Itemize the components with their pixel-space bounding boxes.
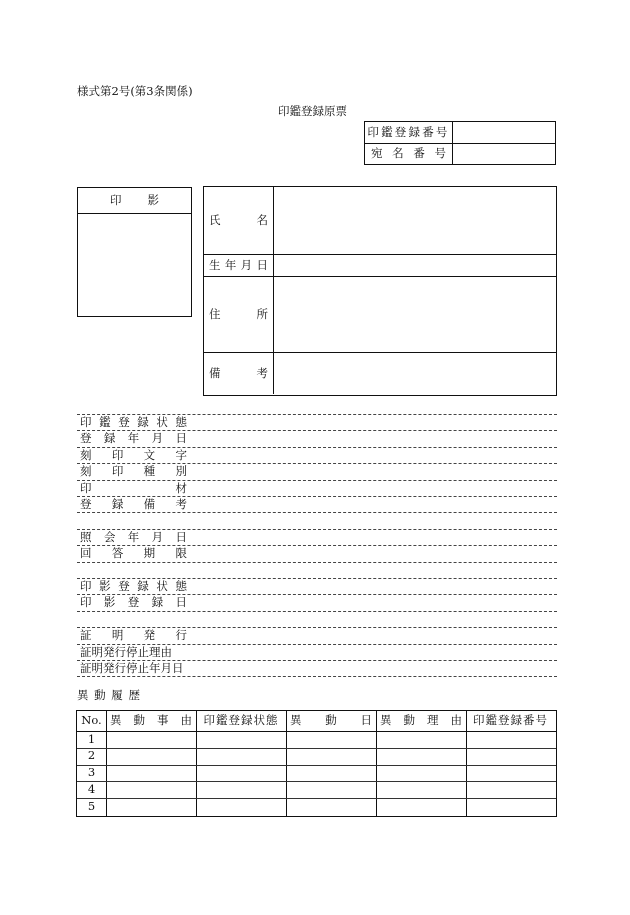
number-box xyxy=(364,121,556,165)
page-title: 印鑑登録原票 xyxy=(278,104,347,118)
record-row-label xyxy=(80,433,187,445)
dashed-divider xyxy=(77,676,557,677)
label-char: 日 xyxy=(175,431,187,446)
label-char: 発 xyxy=(103,644,115,659)
label-char: 登 xyxy=(80,431,92,446)
label-char: 鑑 xyxy=(99,415,111,429)
history-header-cell xyxy=(196,711,286,731)
dashed-divider xyxy=(77,594,557,595)
label-char: 照 xyxy=(80,529,92,544)
record-row-label xyxy=(80,466,187,478)
row-divider xyxy=(77,731,556,732)
label-char: 考 xyxy=(256,365,268,380)
form-number: 様式第2号(第3条関係) xyxy=(77,84,193,98)
dashed-divider xyxy=(77,529,557,530)
label-char: 由 xyxy=(180,713,192,728)
label-char: 印 xyxy=(111,464,124,479)
label-char: 号 xyxy=(434,145,446,160)
label-char: 行 xyxy=(175,628,187,643)
history-header-cell xyxy=(286,711,376,731)
label-char: 状 xyxy=(156,415,168,429)
label-char: 登 xyxy=(127,595,140,610)
label-char: 月 xyxy=(151,431,164,446)
label-char: 態 xyxy=(175,579,187,593)
label-char: 会 xyxy=(103,529,116,544)
label-char: 備 xyxy=(209,365,221,380)
label-char: 日 xyxy=(175,595,187,610)
label-char: 名 xyxy=(256,212,268,227)
label-char: 事 xyxy=(157,713,169,728)
record-row-label xyxy=(80,417,187,429)
label-char: 異 xyxy=(110,713,122,728)
label-char: 日 xyxy=(172,661,184,675)
label-char: 日 xyxy=(360,713,372,728)
address-number-label xyxy=(365,143,453,164)
label-char: 動 xyxy=(325,713,337,728)
seal-registration-number-row xyxy=(365,122,555,144)
address-row xyxy=(204,277,556,353)
label-char: 停 xyxy=(126,661,138,675)
label-char: 録 xyxy=(103,431,116,446)
record-row-label xyxy=(80,548,187,560)
history-header-cell xyxy=(376,711,466,731)
label-char: 録 xyxy=(151,595,164,610)
history-row-number: 5 xyxy=(87,798,96,813)
history-header-cell xyxy=(106,711,196,731)
label-char: 別 xyxy=(175,464,187,479)
record-row-label xyxy=(80,597,187,609)
label-char: 宛 xyxy=(371,145,383,160)
label-char: 月 xyxy=(151,529,164,544)
label-char: 止 xyxy=(137,661,149,675)
label-char: 文 xyxy=(143,447,156,462)
dashed-divider xyxy=(77,578,557,579)
label-char: 登 xyxy=(118,579,130,593)
history-row-number: 3 xyxy=(87,765,96,780)
label-char: 回 xyxy=(80,546,92,561)
label-char: 月 xyxy=(160,661,172,675)
history-header-cell xyxy=(466,711,555,731)
label-char: 年 xyxy=(127,431,140,446)
label-char: 材 xyxy=(175,480,187,495)
label-char: 動 xyxy=(403,713,415,728)
history-row-number: 1 xyxy=(87,731,96,746)
label-char: 停 xyxy=(126,644,138,659)
label-char: 印 xyxy=(110,192,122,207)
history-table xyxy=(76,710,557,817)
birth-date-row xyxy=(204,255,556,277)
label-char: No. xyxy=(81,713,102,728)
record-row-label xyxy=(80,480,187,495)
label-char: 刻 xyxy=(80,464,92,479)
label-char: 録 xyxy=(137,579,149,593)
record-row-label xyxy=(80,447,187,462)
label-char: 影 xyxy=(99,579,111,593)
label-char: 動 xyxy=(133,713,145,728)
label-char: 態 xyxy=(175,415,187,429)
label-char: 由 xyxy=(160,644,172,659)
dashed-divider xyxy=(77,512,557,513)
label-char: 影 xyxy=(147,192,159,207)
label-char: 月 xyxy=(240,257,253,272)
label-char: 字 xyxy=(175,447,187,462)
label-char: 証 xyxy=(80,628,92,643)
label-char: 影 xyxy=(103,595,116,610)
label-char: 異 xyxy=(380,713,392,728)
history-row-number: 4 xyxy=(87,782,96,797)
label-char: 生 xyxy=(209,257,221,272)
dashed-divider xyxy=(77,562,557,563)
label-char: 印 xyxy=(111,447,124,462)
label-char: 状 xyxy=(156,579,168,593)
name-label xyxy=(204,187,274,254)
label-char: 由 xyxy=(450,713,462,728)
label-char: 行 xyxy=(114,644,126,659)
label-char: 印 xyxy=(80,480,92,495)
label-char: 年 xyxy=(224,257,237,272)
address-number-row xyxy=(365,143,555,164)
birth-date-label xyxy=(204,255,274,276)
label-char: 発 xyxy=(143,628,156,643)
label-char: 発 xyxy=(103,661,115,675)
record-row-label xyxy=(80,630,187,642)
label-char: 氏 xyxy=(209,212,221,227)
label-char: 印鑑登録番号 xyxy=(473,713,548,728)
record-row-label xyxy=(80,663,195,675)
dashed-divider xyxy=(77,430,557,431)
history-title: 異 動 履 歴 xyxy=(77,688,141,702)
label-char: 刻 xyxy=(80,447,92,462)
dashed-divider xyxy=(77,611,557,612)
label-char: 所 xyxy=(256,306,268,321)
label-char: 登 xyxy=(118,415,130,429)
label-char: 印鑑登録状態 xyxy=(203,713,279,728)
row-divider xyxy=(77,798,556,799)
dashed-divider xyxy=(77,414,557,415)
history-header-cell xyxy=(77,711,106,731)
label-char: 限 xyxy=(175,546,187,561)
history-row-number: 2 xyxy=(87,748,96,763)
label-char: 年 xyxy=(127,529,140,544)
record-row-label xyxy=(80,581,187,593)
row-divider xyxy=(77,781,556,782)
personal-info-box xyxy=(203,186,557,396)
seal-registration-number-label: 印鑑登録番号 xyxy=(365,122,453,143)
label-char: 証 xyxy=(80,661,92,675)
record-row-label xyxy=(80,529,187,544)
record-row-label xyxy=(80,499,187,511)
record-row-label xyxy=(80,644,195,659)
label-char: 行 xyxy=(114,661,126,675)
seal-impression-box xyxy=(77,187,192,317)
label-char: 年 xyxy=(149,661,161,675)
remarks-row xyxy=(204,353,556,394)
label-char: 止 xyxy=(137,644,149,659)
dashed-divider xyxy=(77,480,557,481)
label-char: 期 xyxy=(143,546,156,561)
label-char: 考 xyxy=(175,497,187,511)
label-char: 登 xyxy=(80,497,92,511)
label-char: 異 xyxy=(290,713,302,728)
address-label xyxy=(204,277,274,352)
row-divider xyxy=(77,765,556,766)
label-char: 印 xyxy=(80,595,92,610)
label-char: 録 xyxy=(137,415,149,429)
label-char: 備 xyxy=(143,497,156,511)
label-char: 答 xyxy=(111,546,124,561)
label-char: 日 xyxy=(175,529,187,544)
label-char: 明 xyxy=(91,644,103,659)
label-char: 理 xyxy=(149,644,161,659)
label-char: 印 xyxy=(80,579,92,593)
remarks-label xyxy=(204,353,274,394)
label-char: 証 xyxy=(80,644,92,659)
row-divider xyxy=(77,748,556,749)
name-row xyxy=(204,187,556,255)
label-char: 住 xyxy=(209,306,221,321)
label-char: 明 xyxy=(91,661,103,675)
label-char: 番 xyxy=(413,145,425,160)
label-char: 録 xyxy=(111,497,124,511)
label-char: 名 xyxy=(392,145,404,160)
label-char: 種 xyxy=(143,464,156,479)
seal-impression-label xyxy=(78,188,191,214)
label-char: 明 xyxy=(111,628,124,643)
label-char: 理 xyxy=(427,713,439,728)
label-char: 日 xyxy=(256,257,268,272)
label-char: 印 xyxy=(80,415,92,429)
